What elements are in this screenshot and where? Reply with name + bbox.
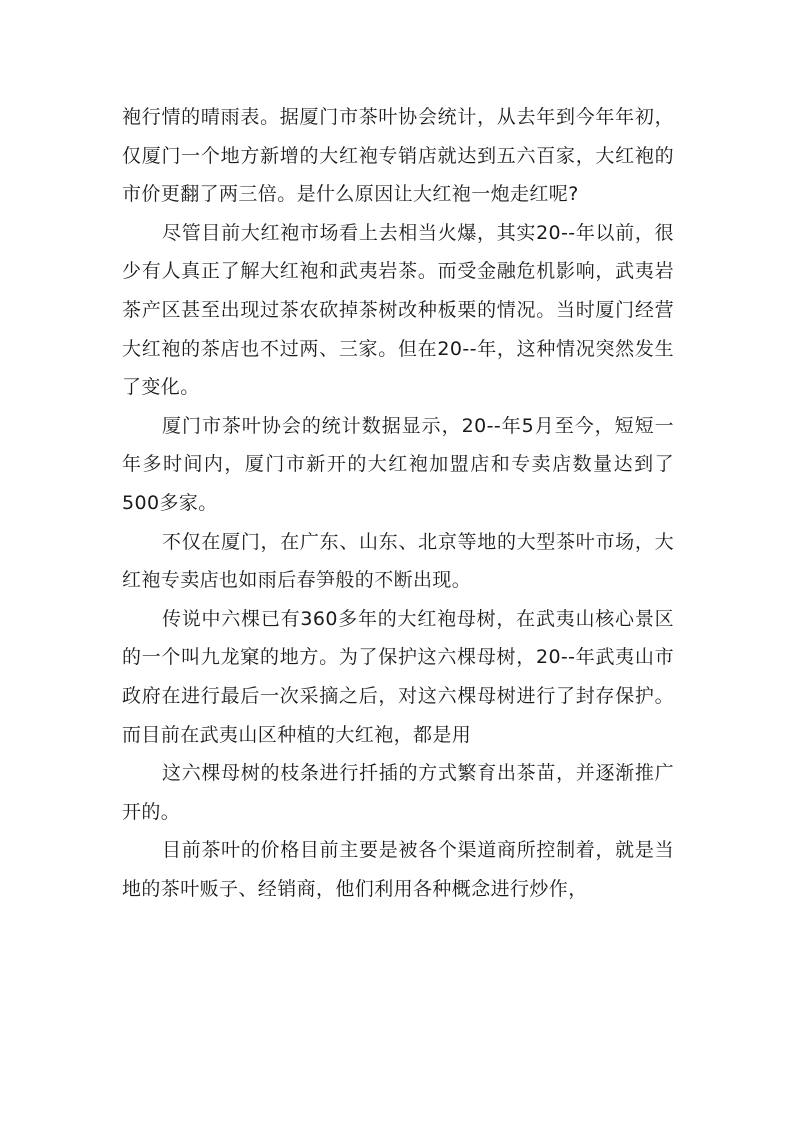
document-body xyxy=(122,98,674,908)
paragraph-3: 厦门市茶叶协会的统计数据显示，20--年5月至今，短短一年多时间内，厦门市新开的大红袍加盟店和专卖店数量达到了500多家。 xyxy=(122,414,674,514)
paragraph-2: 尽管目前大红袍市场看上去相当火爆，其实20--年以前，很少有人真正了解大红袍和武夷岩茶。而受金融危机影响，武夷岩茶产区甚至出现过茶农砍掉茶树改种板栗的情况。当时厦门经营大红袍的茶店也不过两、三家。但在20--年，这种情况突然发生了变化。 xyxy=(122,221,674,399)
paragraph-7: 目前茶叶的价格目前主要是被各个渠道商所控制着，就是当地的茶叶贩子、经销商，他们利用各种概念进行炒作， xyxy=(122,839,674,900)
paragraph-5: 传说中六棵已有360多年的大红袍母树，在武夷山核心景区的一个叫九龙窠的地方。为了保护这六棵母树，20--年武夷山市政府在进行最后一次采摘之后，对这六棵母树进行了封存保护。而目前在武夷山区种植的大红袍，都是用 xyxy=(122,607,674,746)
paragraph-4: 不仅在厦门，在广东、山东、北京等地的大型茶叶市场，大红袍专卖店也如雨后春笋般的不断出现。 xyxy=(122,530,674,592)
paragraph-6: 这六棵母树的枝条进行扦插的方式繁育出茶苗，并逐渐推广开的。 xyxy=(122,762,674,823)
paragraph-1: 袍行情的晴雨表。据厦门市茶叶协会统计，从去年到今年年初，仅厦门一个地方新增的大红袍专销店就达到五六百家，大红袍的市价更翻了两三倍。是什么原因让大红袍一炮走红呢? xyxy=(122,106,674,206)
